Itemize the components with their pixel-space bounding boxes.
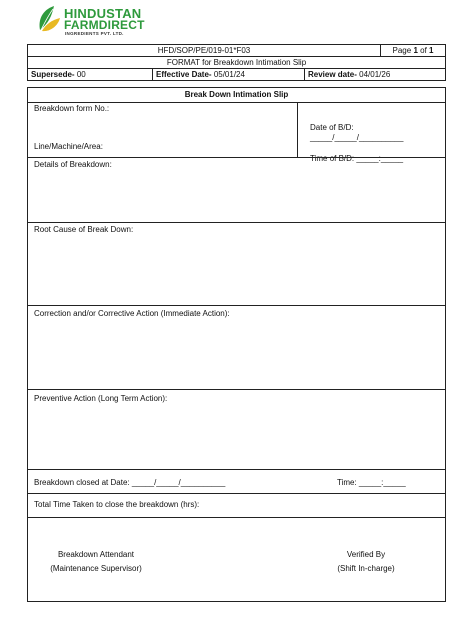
leaf-logo-icon [36,4,62,34]
root-cause-label: Root Cause of Break Down: [34,225,134,234]
section-identification [28,102,445,163]
section-signatures [28,517,445,601]
section-preventive-action[interactable] [28,389,445,469]
section-details[interactable] [28,157,445,222]
corrective-action-label: Correction and/or Corrective Action (Immediate Action): [34,309,230,318]
line-machine-area-label: Line/Machine/Area: [34,142,103,151]
supersede: Supersede- 00 [31,70,86,79]
document-header-table [27,44,446,81]
breakdown-intimation-form [27,87,446,602]
vertical-divider [297,103,298,158]
attendant-role: (Maintenance Supervisor) [50,564,142,573]
page-number: Page 1 of 1 [380,45,445,56]
total-time-label: Total Time Taken to close the breakdown (hrs): [34,500,200,509]
company-logo [36,4,196,38]
verified-by-label: Verified By [346,550,386,559]
section-root-cause[interactable] [28,222,445,305]
logo-text-ingredients: INGREDIENTS PVT. LTD. [65,31,124,36]
closed-at-date-field[interactable]: Breakdown closed at Date: _____/_____/__________ [34,478,226,487]
details-label: Details of Breakdown: [34,160,112,169]
header-row-code [28,45,445,57]
form-title: Break Down Intimation Slip [184,90,289,99]
preventive-action-label: Preventive Action (Long Term Action): [34,394,168,403]
verified-by-role: (Shift In-charge) [337,564,395,573]
section-corrective-action[interactable] [28,305,445,389]
time-of-bd-field[interactable]: Time of B/D: _____:_____ [310,154,404,163]
breakdown-form-no-label: Breakdown form No.: [34,104,110,113]
effective-date: Effective Date- 05/01/24 [152,69,304,80]
closed-at-time-field[interactable]: Time: _____:_____ [337,478,406,487]
logo-text-hindustan: HINDUSTAN [64,6,142,21]
review-date: Review date- 04/01/26 [304,69,445,80]
header-row-dates [28,69,445,80]
date-of-bd-field[interactable]: _____/_____/__________ [310,133,404,142]
attendant-label: Breakdown Attendant [57,550,135,559]
section-closed-at [28,469,445,493]
section-total-time[interactable] [28,493,445,517]
doc-code: HFD/SOP/PE/019-01*F03 [157,46,251,55]
logo-text-farmdirect: FARMDIRECT [64,18,145,32]
header-row-format [28,57,445,69]
date-of-bd-label: Date of B/D: [310,123,354,132]
format-title: FORMAT for Breakdown Intimation Slip [166,58,307,67]
